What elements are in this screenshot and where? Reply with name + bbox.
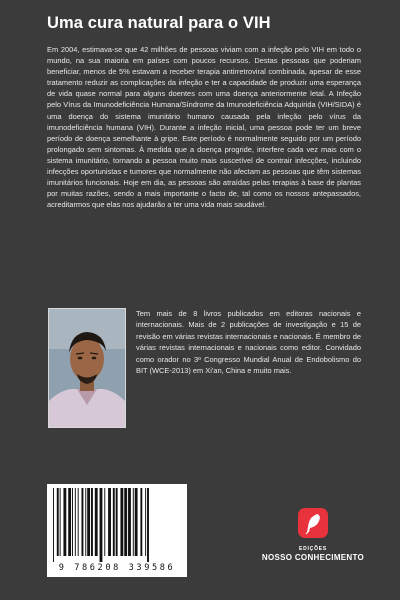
- barcode-bar: [108, 488, 111, 556]
- barcode-bar: [57, 488, 59, 556]
- barcode-bar: [120, 488, 123, 556]
- publisher-block: [258, 508, 368, 573]
- author-portrait-image: [49, 309, 125, 427]
- barcode-bar: [100, 488, 103, 562]
- publisher-label: EDIÇÕES: [298, 546, 328, 552]
- barcode-bar: [113, 488, 115, 556]
- book-blurb: Em 2004, estimava-se que 42 milhões de pessoas viviam com a infeção pelo VIH em todo o mundo, na sua maioria em países com poucos recursos. Destas pessoas que poderiam beneficiar, menos de 5% estavam a receber terapia antirretroviral combinada, apesar de esse tratamento reduzir as complicações da infeção e ter a capacidade de produzir uma esperança de vida quase normal para alguns doentes com uma doença anteriormente letal. A Infeção pelo Vírus da Imunodeficiência Humana/Síndrome da Imunodeficiência Adquirida (VIH/SIDA) é uma doença do sistema imunitário humano causada pela infeção pelo vírus da imunodeficiência humana (VIH). Durante a infeção inicial, uma pessoa pode ter um breve período de doença semelhante à gripe. Este período é normalmente seguido por um período prolongado sem sintomas. À medida que a doença progride, interfere cada vez mais com o sistema imunitário, tornando a pessoa muito mais suscetível de contrair infecções, incluindo infecções oportunistas e tumores que normalmente não afectam as pessoas que têm sistemas imunitários funcionais. Hoje em dia, as pessoas são atraídas pelas terapias à base de plantas por muitas razões, sendo a mais importante o facto de, tal como os nossos antepassados, acreditarmos que elas nos ajudarão a ter uma vida mais saudável.: [47, 45, 361, 210]
- barcode-bars: [51, 488, 183, 562]
- barcode-bar: [135, 488, 138, 556]
- barcode-bar: [104, 488, 105, 556]
- barcode-bar: [75, 488, 76, 556]
- barcode-bar: [95, 488, 98, 556]
- isbn-barcode: [47, 484, 187, 577]
- author-bio: Tem mais de 8 livros publicados em editoras nacionais e internacionais. Mais de 2 publicações de investigação e 15 de revisão em várias revistas internacionais e nacionais. É membro de várias revistas internacionais e nacionais como editor. Convidado como orador no 3º Congresso Mundial Anual de Endobolismo do BIT (WCE-2013) em Xi'an, China e muito mais.: [136, 309, 361, 376]
- barcode-bar: [140, 488, 142, 556]
- isbn-number: 9 786208 339586: [58, 563, 176, 573]
- publisher-name: NOSSO CONHECIMENTO: [261, 553, 365, 562]
- barcode-bar: [133, 488, 134, 556]
- barcode-bar: [53, 488, 54, 562]
- barcode-bar: [116, 488, 118, 556]
- barcode-bar: [87, 488, 90, 556]
- barcode-bar: [68, 488, 71, 556]
- barcode-bar: [78, 488, 79, 556]
- barcode-bar: [63, 488, 66, 556]
- barcode-bar: [124, 488, 127, 556]
- barcode-bar: [128, 488, 131, 556]
- barcode-bar: [91, 488, 93, 556]
- barcode-bar: [145, 488, 146, 556]
- barcode-bar: [60, 488, 61, 556]
- barcode-bar: [82, 488, 84, 556]
- feather-icon: [298, 508, 328, 538]
- barcode-bar: [85, 488, 86, 556]
- author-photo: [48, 308, 126, 428]
- publisher-logo: [298, 508, 328, 538]
- barcode-bar: [72, 488, 73, 556]
- book-title: Uma cura natural para o VIH: [47, 14, 271, 32]
- barcode-bar: [147, 488, 149, 562]
